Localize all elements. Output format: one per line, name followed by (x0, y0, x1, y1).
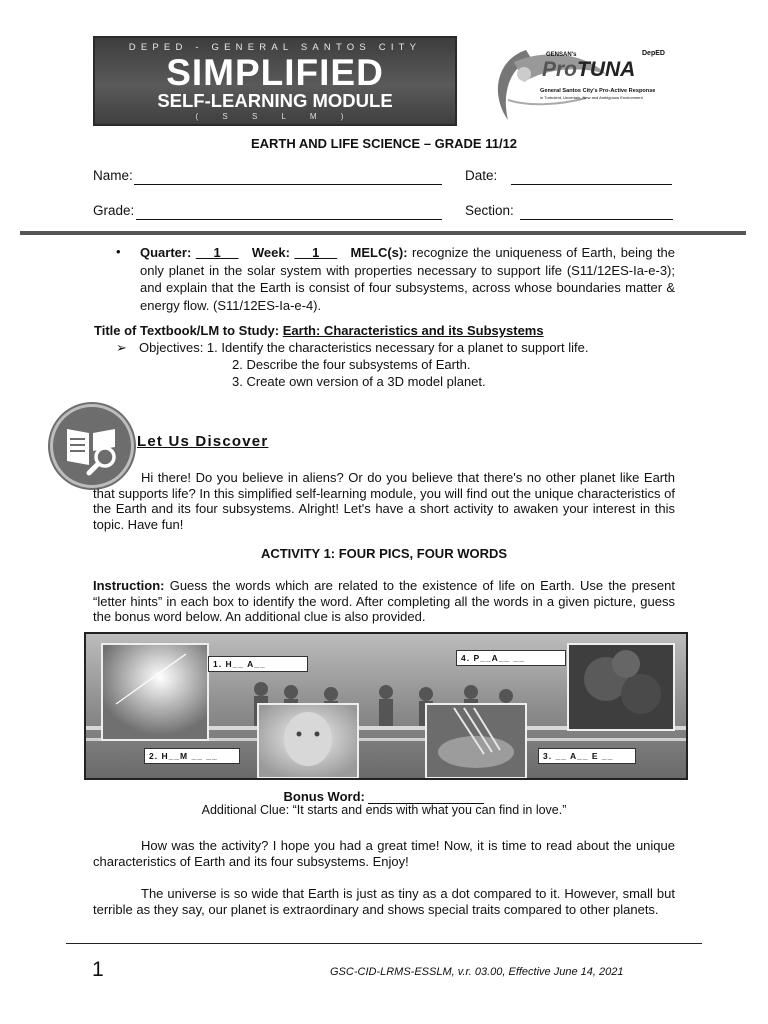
closing-text-1: How was the activity? I hope you had a great time! Now, it is time to read about the unique characteristics of Earth and its four subsystems. Enjoy! (93, 838, 675, 869)
week-value: 1 (312, 245, 320, 260)
logo-wordmark (542, 58, 635, 82)
protuna-logo (486, 40, 686, 130)
hint-box-1: 1. H__ A__ (208, 656, 308, 672)
week-label: Week: (251, 245, 290, 260)
additional-clue: Additional Clue: “It starts and ends with what you can find in love.” (201, 803, 567, 817)
hint-box-4: 4. P__A__ __ (456, 650, 566, 666)
section-label: Section: (465, 203, 514, 218)
sslm-banner (93, 36, 457, 126)
grade-label: Grade: (93, 203, 135, 218)
instruction-text: Guess the words which are related to the existence of life on Earth. Use the present “letter hints” in each box to identify the word. After completing all the words in a given picture, guess the bonus word below. An additional clue is also provided. (93, 578, 675, 624)
bonus-word-line (0, 789, 768, 804)
bonus-label: Bonus Word: (283, 789, 365, 804)
logo-tagline: General Santos City's Pro-Active Response (540, 88, 656, 94)
banner-simplified: SIMPLIFIED (166, 52, 384, 93)
subject-title: EARTH AND LIFE SCIENCE – GRADE 11/12 (250, 136, 518, 151)
logo-pro: Pro (542, 58, 578, 81)
logo-deped: DepED (642, 50, 665, 57)
activity-instruction (93, 578, 675, 625)
melc-label: MELC(s): (350, 245, 408, 260)
melc-text: recognize the uniqueness of Earth, being the only planet in the solar system with properties necessary to support life (S11/12ES-Ia-e-3); and explain that the Earth is consist of four subsystems, across whose boundaries matter & energy flow. (S11/12ES-Ia-e-4). (140, 245, 676, 313)
date-label: Date: (465, 168, 498, 183)
closing-text-2: The universe is so wide that Earth is just as tiny as a dot compared to it. However, small but terrible as they say, our planet is extraordinary and shows special traits compared to other planets. (93, 886, 675, 917)
hint-box-2: 2. H__M __ __ (144, 748, 240, 764)
instruction-label: Instruction: (93, 578, 165, 593)
objective-2: 2. Describe the four subsystems of Earth. (232, 357, 471, 372)
four-pics-collage (84, 632, 688, 780)
banner-module: SELF-LEARNING MODULE (157, 90, 393, 111)
banner-division: DEPED - GENERAL SANTOS CITY (128, 42, 422, 53)
header-divider (20, 231, 746, 235)
banner-sslm: ( S S L M ) (195, 112, 355, 121)
discover-intro (93, 470, 675, 532)
discover-intro-first: Hi there! Do you believe in aliens? Or do you believe that there's no other planet like (141, 470, 640, 485)
closing-paragraph-1 (93, 838, 675, 869)
logo-tuna: TUNA (577, 58, 636, 81)
document-code: GSC-CID-LRMS-ESSLM, v.r. 03.00, Effective June 14, 2021 (330, 966, 624, 978)
hint-box-3: 3. __ A__ E __ (538, 748, 636, 764)
logo-tagline-sub: in Turbulent, Uncertain, New and Ambiguous Environment (540, 95, 643, 100)
name-label: Name: (93, 168, 133, 183)
textbook-label: Title of Textbook/LM to Study (94, 323, 275, 338)
textbook-title: Earth: Characteristics and its Subsystems (282, 323, 544, 338)
objectives-arrow-icon: ➢ (116, 340, 127, 355)
activity-title: ACTIVITY 1: FOUR PICS, FOUR WORDS (260, 546, 508, 561)
quarter-label: Quarter: (140, 245, 192, 260)
page-number: 1 (92, 958, 104, 981)
objective-3: 3. Create own version of a 3D model planet. (232, 374, 486, 389)
objective-1: Objectives: 1. Identify the characteristics necessary for a planet to support life. (139, 340, 589, 355)
section-field[interactable] (520, 205, 673, 220)
grade-field[interactable] (136, 205, 442, 220)
melc-block (140, 244, 675, 314)
textbook-line: Title of Textbook/LM to Study: Earth: Characteristics and its Subsystems (94, 323, 544, 338)
bullet-dot: • (116, 244, 121, 259)
discover-intro-rest: Earth that supports life? In this simplified self-learning module, you will find out the unique characteristics of the Earth and its four subsystems. Alright! Let's have a short activity to awaken your interest in this topic. Have fun! (93, 470, 675, 532)
logo-gensan: GENSAN's (546, 52, 577, 58)
closing-paragraph-2 (93, 886, 675, 917)
quarter-value: 1 (213, 245, 221, 260)
date-field[interactable] (511, 170, 672, 185)
section-title-discover: Let Us Discover (137, 433, 269, 450)
footer-divider (66, 943, 702, 944)
name-field[interactable] (134, 170, 442, 185)
